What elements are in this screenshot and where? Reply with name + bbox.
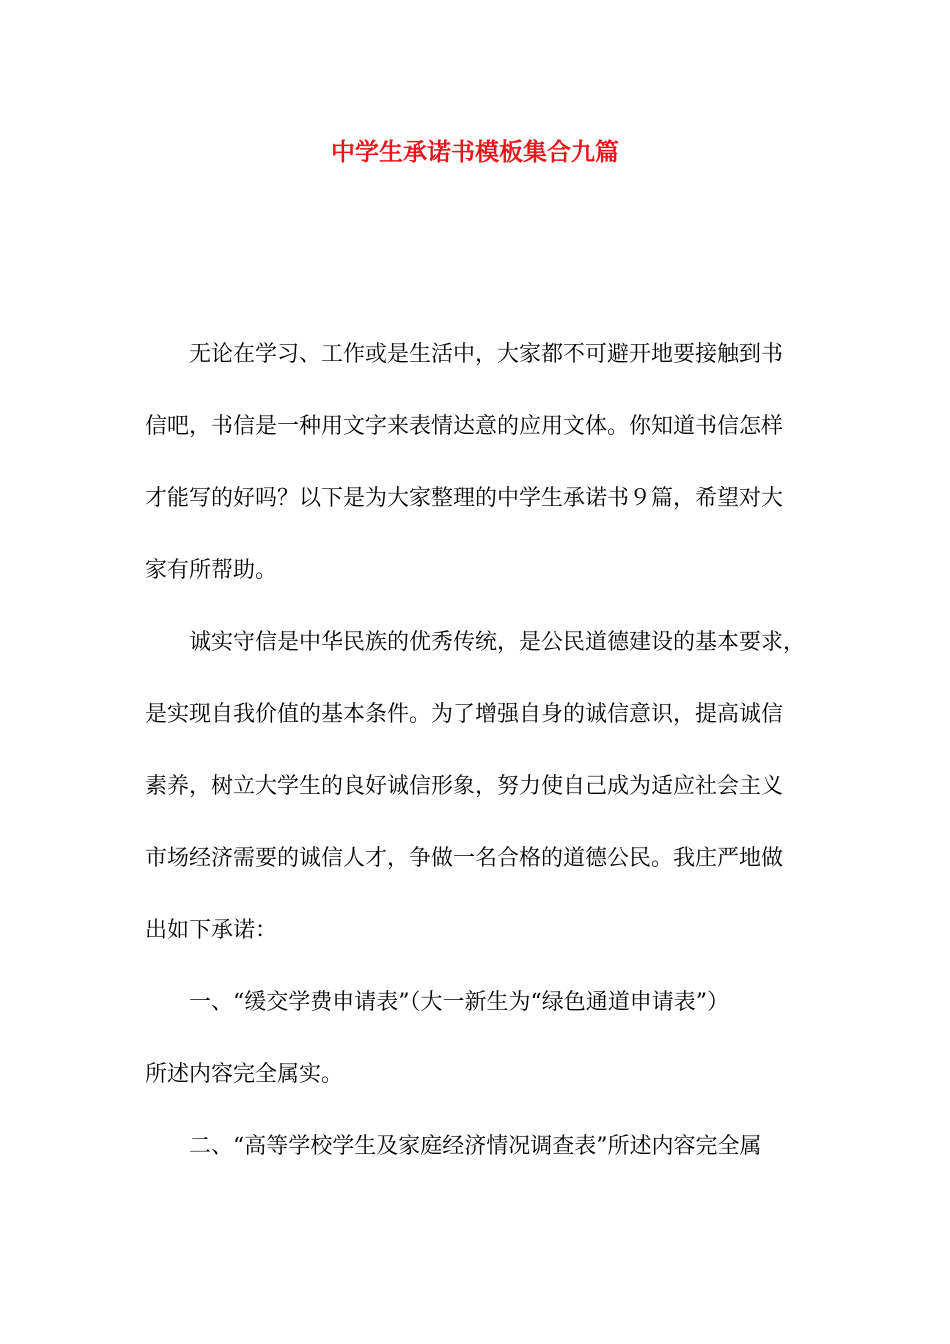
text-line: 才能写的好吗？以下是为大家整理的中学生承诺书９篇，希望对大 <box>145 486 784 511</box>
text-line: 素养，树立大学生的良好诚信形象，努力使自己成为适应社会主义 <box>145 774 784 799</box>
document-body <box>145 319 805 1183</box>
text-line: 二、“高等学校学生及家庭经济情况调查表”所述内容完全属 <box>189 1134 762 1159</box>
text-line: 一、“缓交学费申请表”（大一新生为“绿色通道申请表”） <box>189 990 729 1015</box>
paragraph-item-one <box>145 967 805 1111</box>
text-line: 信吧，书信是一种用文字来表情达意的应用文体。你知道书信怎样 <box>145 414 784 439</box>
text-line: 市场经济需要的诚信人才，争做一名合格的道德公民。我庄严地做 <box>145 846 784 871</box>
text-line: 无论在学习、工作或是生活中，大家都不可避开地要接触到书 <box>189 342 784 367</box>
paragraph-integrity <box>145 607 805 967</box>
paragraph-item-two <box>145 1111 805 1183</box>
text-line: 诚实守信是中华民族的优秀传统，是公民道德建设的基本要求， <box>189 630 806 655</box>
text-line: 家有所帮助。 <box>145 558 278 583</box>
text-line: 所述内容完全属实。 <box>145 1062 344 1087</box>
paragraph-intro <box>145 319 805 607</box>
text-line: 出如下承诺： <box>145 918 278 943</box>
document-title: 中学生承诺书模板集合九篇 <box>331 138 619 166</box>
text-line: 是实现自我价值的基本条件。为了增强自身的诚信意识，提高诚信 <box>145 702 784 727</box>
